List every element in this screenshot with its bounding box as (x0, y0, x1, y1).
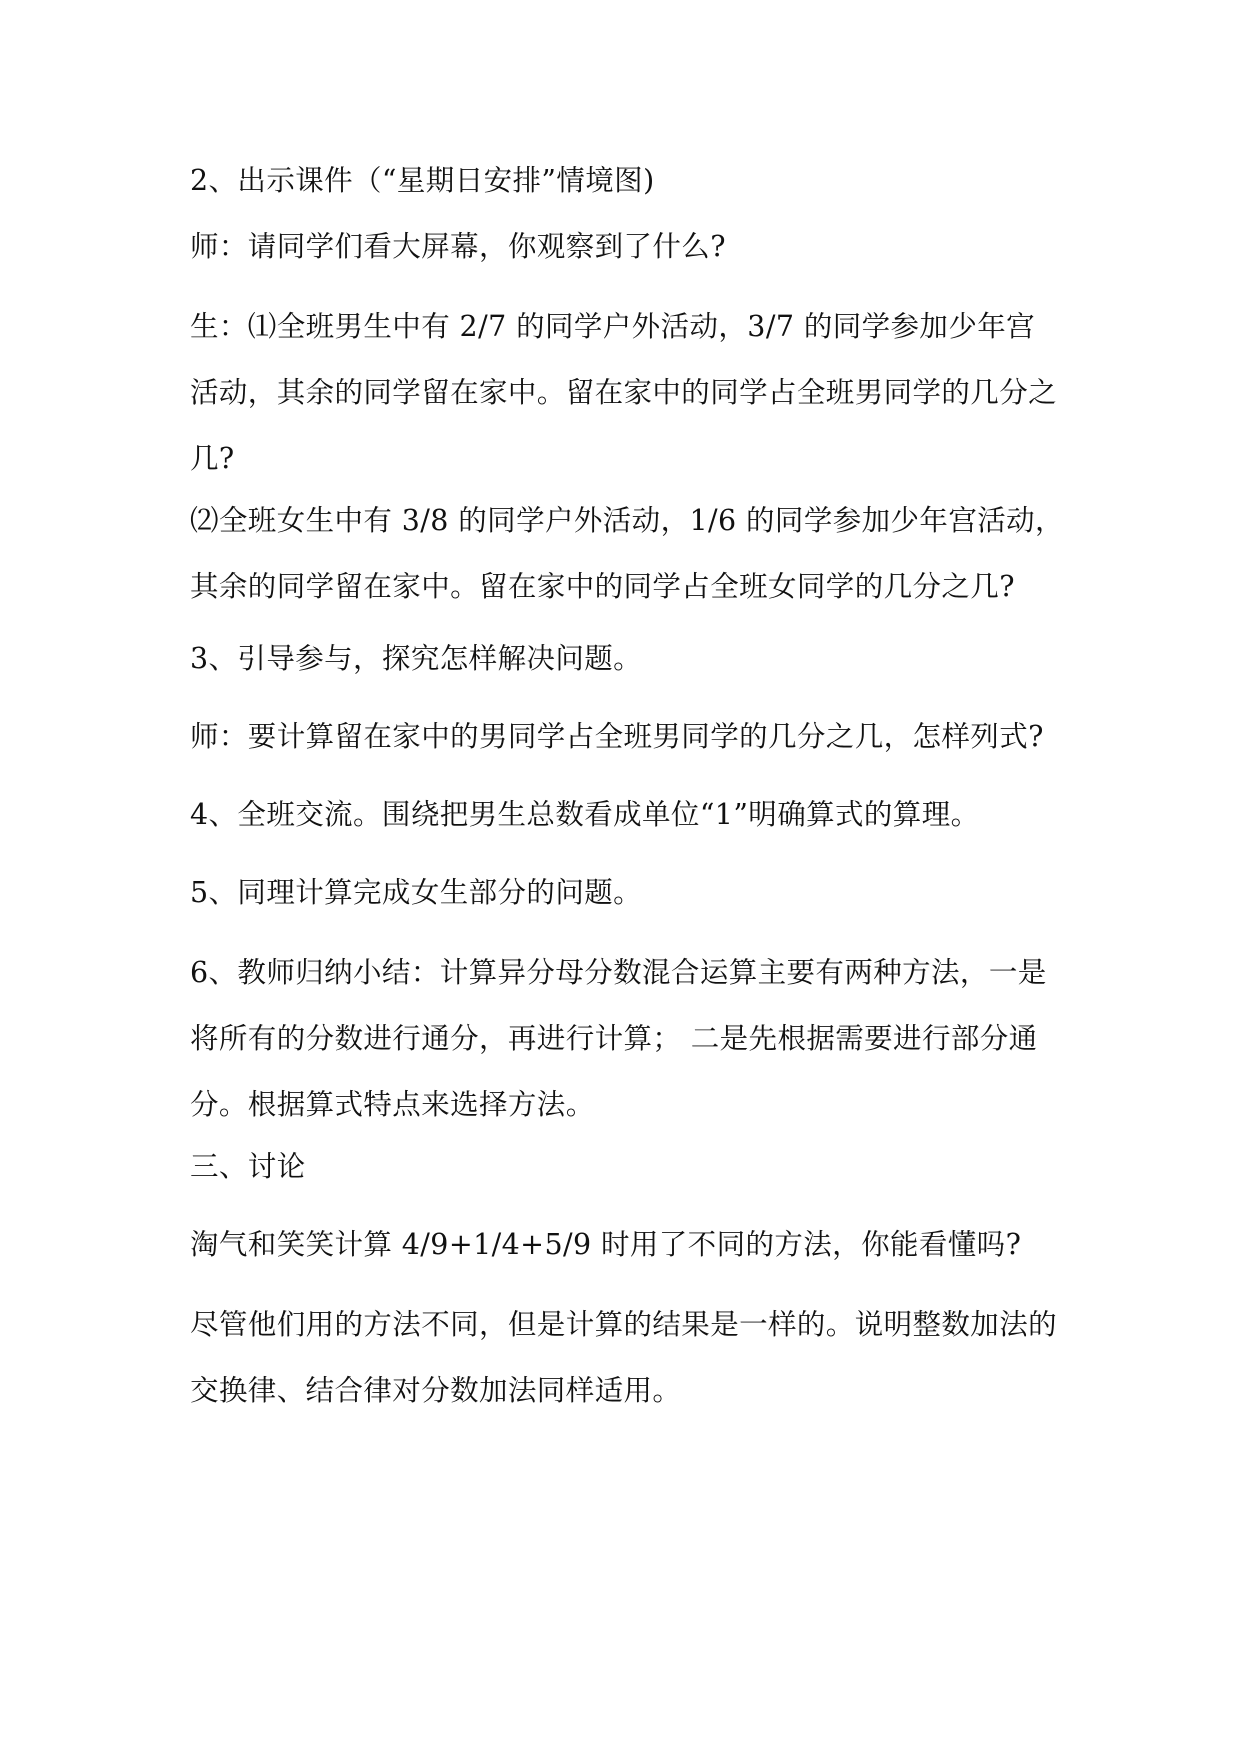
text-line: 其余的同学留在家中。留在家中的同学占全班女同学的几分之几? (190, 570, 1015, 603)
text-line: 将所有的分数进行通分，再进行计算； 二是先根据需要进行部分通 (190, 1022, 1038, 1055)
step-2-paragraph (190, 148, 1070, 214)
teacher-prompt-paragraph (190, 704, 1070, 770)
student-answer-1-paragraph (190, 294, 1070, 492)
teacher-question-paragraph (190, 214, 1070, 280)
text-line: ⑵全班女生中有 3/8 的同学户外活动，1/6 的同学参加少年宫活动， (190, 504, 1064, 537)
text-line: 交换律、结合律对分数加法同样适用。 (190, 1374, 682, 1407)
step-5-paragraph (190, 860, 1070, 926)
text-line: 活动，其余的同学留在家中。留在家中的同学占全班男同学的几分之 (190, 376, 1058, 409)
student-answer-2-paragraph (190, 488, 1070, 620)
text-line: 三、讨论 (190, 1150, 306, 1183)
text-line: 3、引导参与，探究怎样解决问题。 (190, 642, 643, 675)
step-3-paragraph (190, 626, 1070, 692)
text-line: 师：请同学们看大屏幕，你观察到了什么? (190, 230, 726, 263)
text-line: 淘气和笑笑计算 4/9+1/4+5/9 时用了不同的方法，你能看懂吗? (190, 1228, 1022, 1261)
text-line: 5、同理计算完成女生部分的问题。 (190, 876, 643, 909)
section-discussion-heading (190, 1134, 1070, 1200)
text-line: 4、全班交流。围绕把男生总数看成单位“1”明确算式的算理。 (190, 798, 980, 831)
text-line: 师：要计算留在家中的男同学占全班男同学的几分之几，怎样列式? (190, 720, 1044, 753)
discussion-conclusion-paragraph (190, 1292, 1070, 1424)
text-line: 6、教师归纳小结：计算异分母分数混合运算主要有两种方法，一是 (190, 956, 1047, 989)
text-line: 几? (190, 442, 235, 475)
step-4-paragraph (190, 782, 1070, 848)
text-line: 2、出示课件（“星期日安排”情境图) (190, 164, 655, 197)
text-line: 尽管他们用的方法不同，但是计算的结果是一样的。说明整数加法的 (190, 1308, 1058, 1341)
text-line: 分。根据算式特点来选择方法。 (190, 1088, 595, 1121)
discussion-question-paragraph (190, 1212, 1070, 1278)
step-6-summary-paragraph (190, 940, 1070, 1138)
text-line: 生：⑴全班男生中有 2/7 的同学户外活动，3/7 的同学参加少年宫 (190, 310, 1036, 343)
